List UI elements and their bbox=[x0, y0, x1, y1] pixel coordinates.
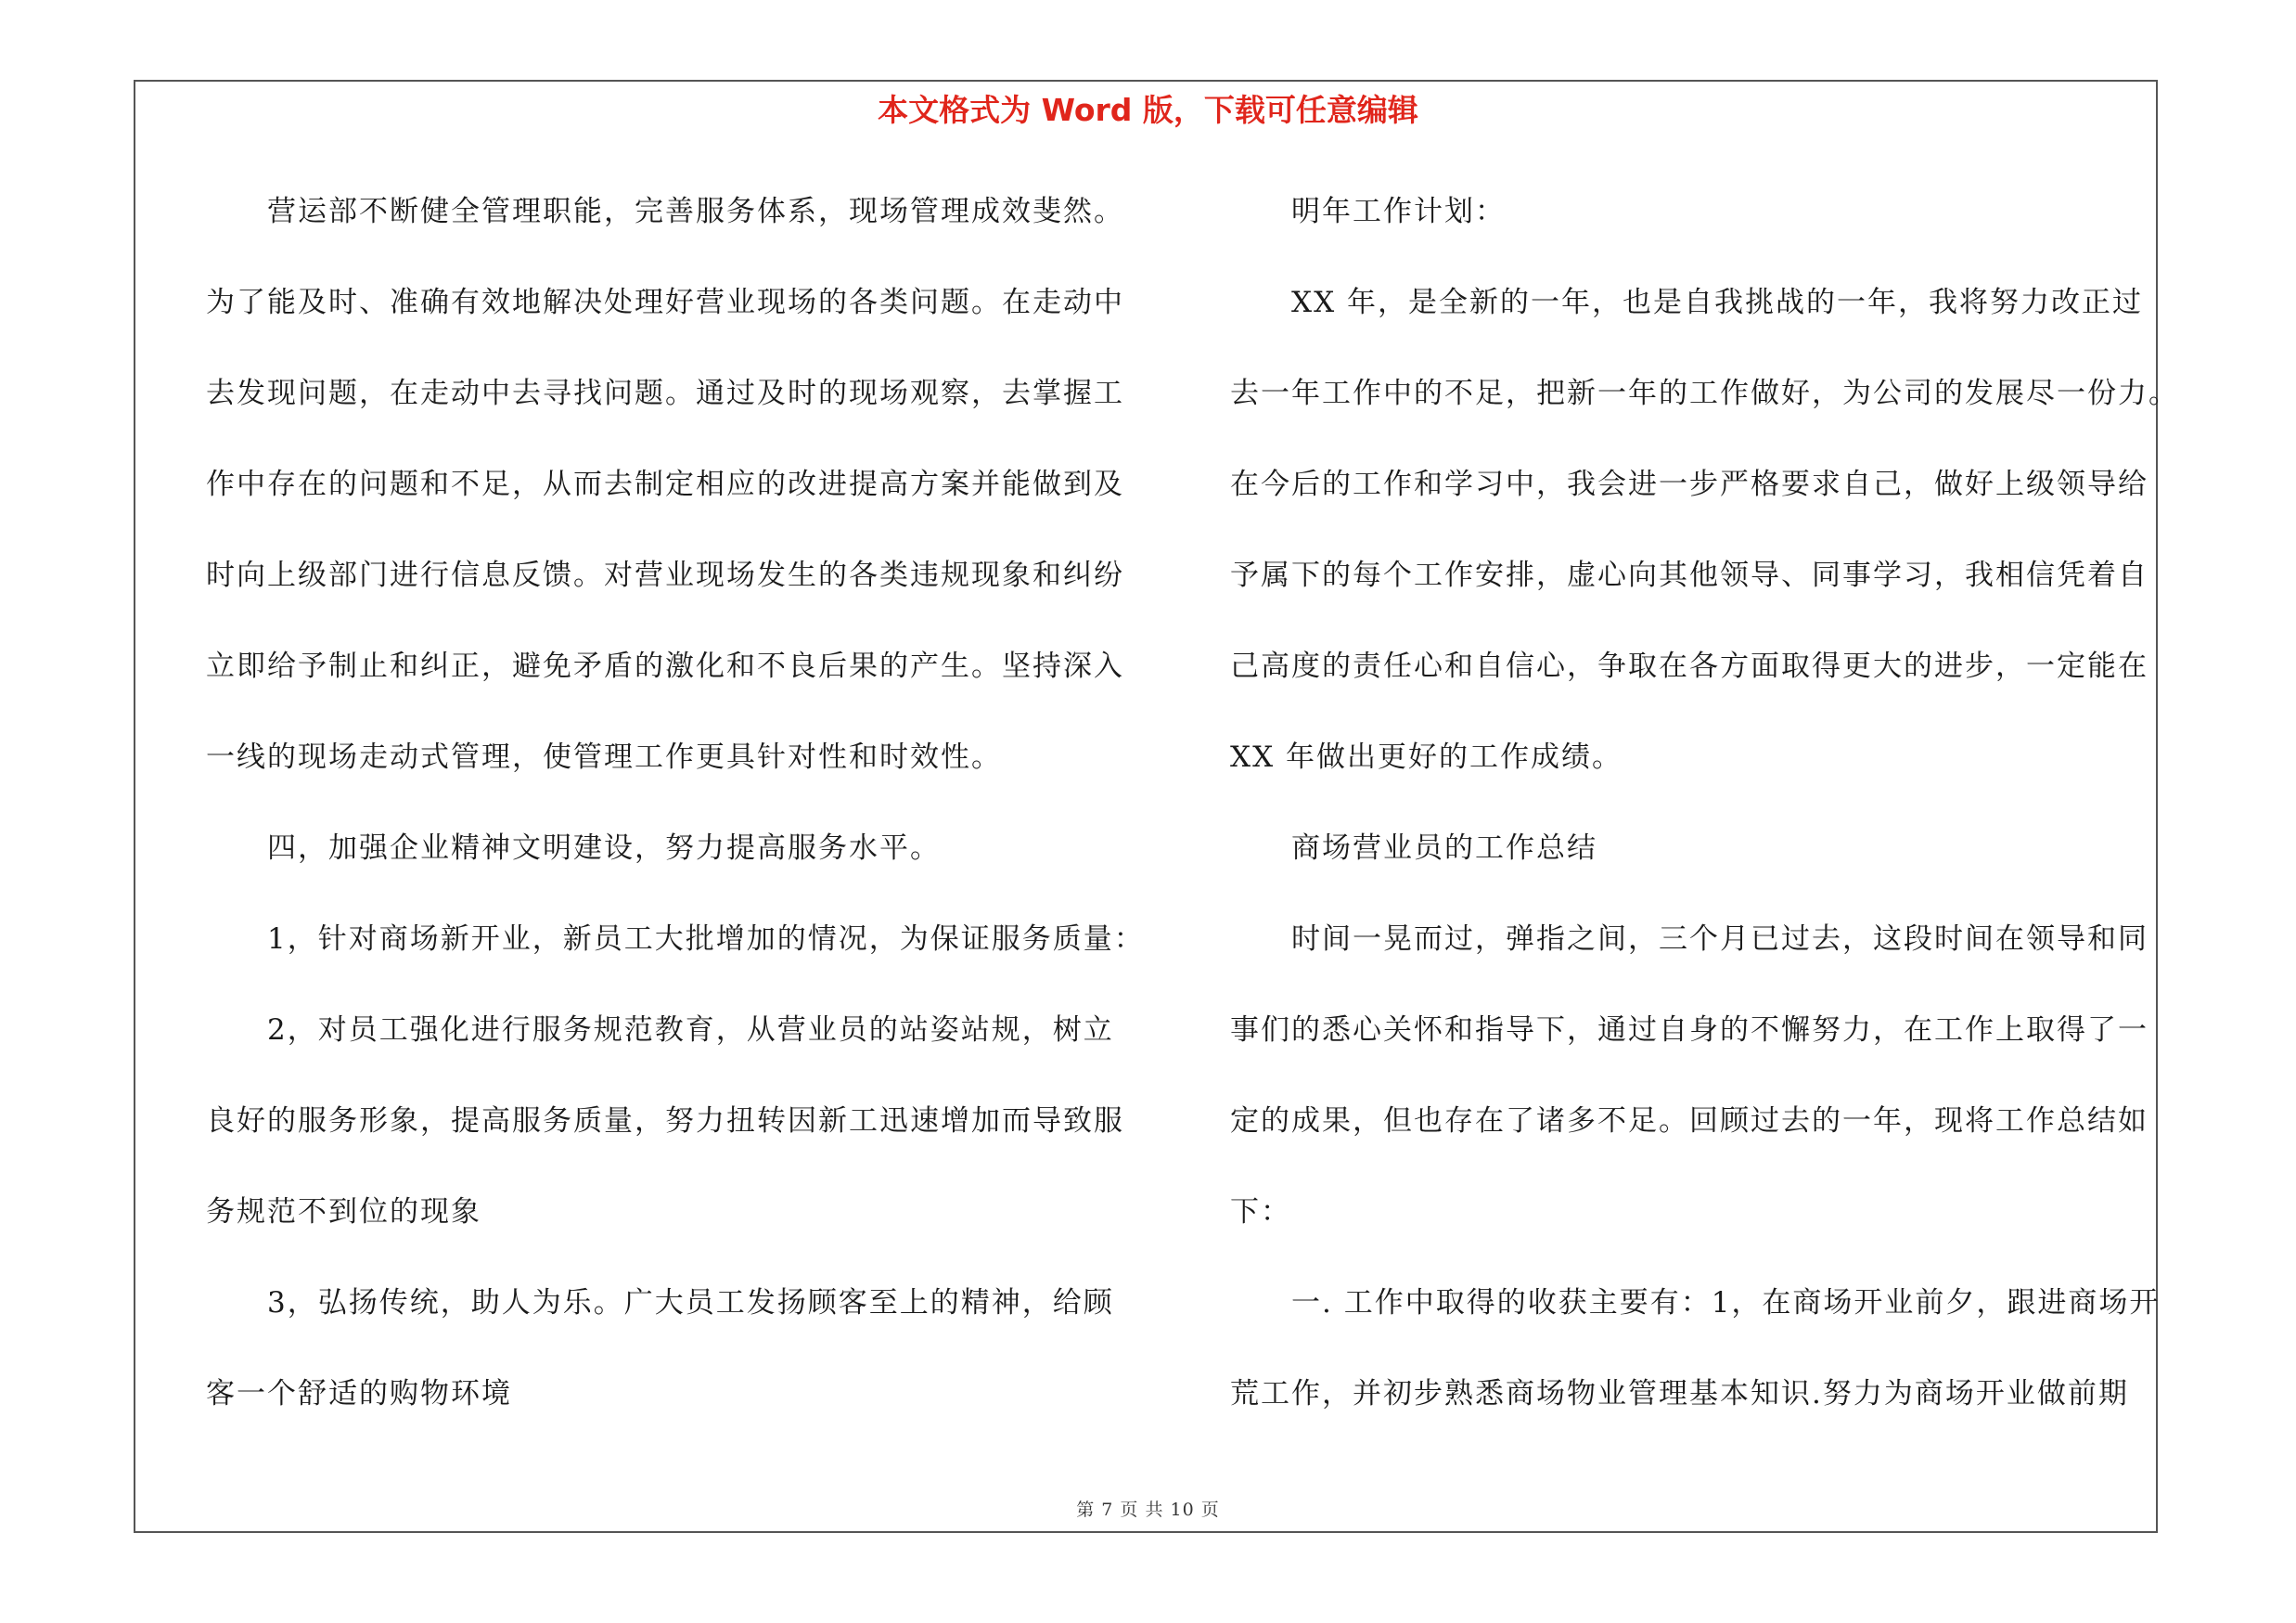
text-line: 3，弘扬传统，助人为乐。广大员工发扬顾客至上的精神，给顾 bbox=[267, 1286, 1114, 1320]
section-heading: 明年工作计划： bbox=[1291, 195, 1506, 228]
text-line: 良好的服务形象，提高服务质量，努力扭转因新工迅速增加而导致服 bbox=[206, 1104, 1124, 1138]
text-line: 作中存在的问题和不足，从而去制定相应的改进提高方案并能做到及 bbox=[206, 468, 1124, 501]
text-line: 1，针对商场新开业，新员工大批增加的情况，为保证服务质量： bbox=[267, 922, 1145, 956]
text-line: 营运部不断健全管理职能，完善服务体系，现场管理成效斐然。 bbox=[267, 195, 1124, 228]
format-banner: 本文格式为 Word 版，下载可任意编辑 bbox=[878, 92, 1418, 128]
text-line: 事们的悉心关怀和指导下，通过自身的不懈努力，在工作上取得了一 bbox=[1230, 1013, 2148, 1047]
text-line: 务规范不到位的现象 bbox=[206, 1195, 481, 1229]
text-line: 一线的现场走动式管理，使管理工作更具针对性和时效性。 bbox=[206, 741, 1002, 774]
text-line: 定的成果，但也存在了诸多不足。回顾过去的一年，现将工作总结如 bbox=[1230, 1104, 2148, 1138]
text-line: 去发现问题，在走动中去寻找问题。通过及时的现场观察，去掌握工 bbox=[206, 377, 1124, 410]
page-number-footer: 第 7 页 共 10 页 bbox=[1076, 1500, 1220, 1520]
section-heading: 商场营业员的工作总结 bbox=[1291, 831, 1597, 865]
text-line: 为了能及时、准确有效地解决处理好营业现场的各类问题。在走动中 bbox=[206, 286, 1124, 319]
text-line: 2，对员工强化进行服务规范教育，从营业员的站姿站规，树立 bbox=[267, 1013, 1114, 1047]
section-heading: 四，加强企业精神文明建设，努力提高服务水平。 bbox=[267, 831, 941, 865]
text-line: 己高度的责任心和自信心，争取在各方面取得更大的进步，一定能在 bbox=[1230, 650, 2148, 683]
text-line: 在今后的工作和学习中，我会进一步严格要求自己，做好上级领导给 bbox=[1230, 468, 2148, 501]
text-line: 时间一晃而过，弹指之间，三个月已过去，这段时间在领导和同 bbox=[1291, 922, 2148, 956]
text-line: XX 年，是全新的一年，也是自我挑战的一年，我将努力改正过 bbox=[1291, 286, 2143, 319]
text-line: 时向上级部门进行信息反馈。对营业现场发生的各类违规现象和纠纷 bbox=[206, 559, 1124, 592]
text-line: 下： bbox=[1230, 1195, 1291, 1229]
text-line: 客一个舒适的购物环境 bbox=[206, 1377, 512, 1410]
text-line: XX 年做出更好的工作成绩。 bbox=[1230, 741, 1623, 774]
text-line: 一. 工作中取得的收获主要有：1，在商场开业前夕，跟进商场开 bbox=[1291, 1286, 2161, 1320]
left-column bbox=[206, 183, 1145, 1456]
right-column bbox=[1230, 183, 2179, 1456]
text-line: 去一年工作中的不足，把新一年的工作做好，为公司的发展尽一份力。 bbox=[1230, 377, 2179, 410]
text-line: 予属下的每个工作安排，虚心向其他领导、同事学习，我相信凭着自 bbox=[1230, 559, 2148, 592]
text-line: 荒工作，并初步熟悉商场物业管理基本知识.努力为商场开业做前期 bbox=[1230, 1377, 2129, 1410]
text-line: 立即给予制止和纠正，避免矛盾的激化和不良后果的产生。坚持深入 bbox=[206, 650, 1124, 683]
